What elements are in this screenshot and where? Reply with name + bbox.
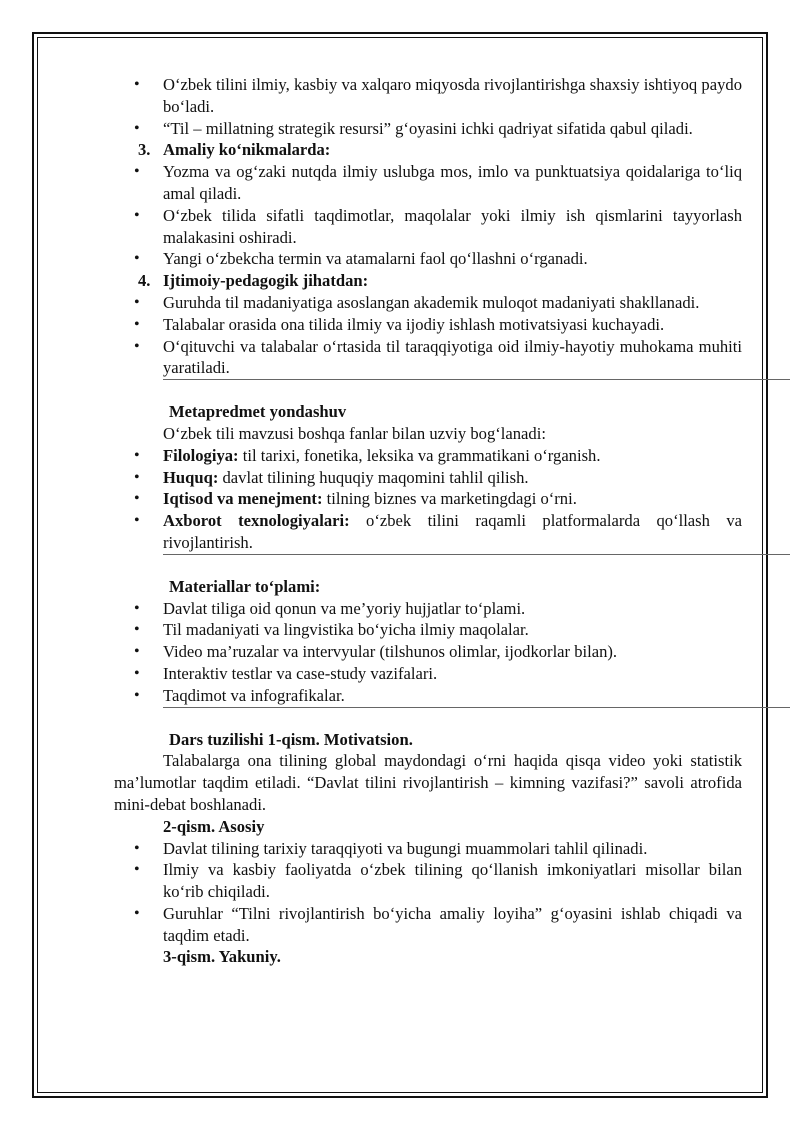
section-number: 3. (138, 140, 151, 160)
list-item: • Ilmiy va kasbiy faoliyatda o‘zbek tilining qo‘llanish imkoniyatlari misollar bilan ko‘rib chiqiladi. (114, 859, 742, 903)
list-item: • Guruhlar “Tilni rivojlantirish bo‘yicha amaliy loyiha” g‘oyasini ishlab chiqadi va taqdim etadi. (114, 903, 742, 947)
section-4-heading (114, 270, 742, 292)
section-title: Ijtimoiy-pedagogik jihatdan: (163, 271, 369, 291)
list-item: • Interaktiv testlar va case-study vazifalari. (114, 663, 742, 685)
list-item: • Davlat tilining tarixiy taraqqiyoti va bugungi muammolari tahlil qilinadi. (114, 838, 742, 860)
list-item: • Taqdimot va infografikalar. (114, 685, 742, 707)
list-item: • Talabalar orasida ona tilida ilmiy va ijodiy ishlash motivatsiyasi kuchayadi. (114, 314, 742, 336)
list-item: • Davlat tiliga oid qonun va me’yoriy hujjatlar to‘plami. (114, 598, 742, 620)
item-text: o‘zbek tilini raqamli platformalarda qo‘llash va rivojlantirish. (163, 511, 742, 552)
list-item (114, 445, 742, 467)
section-title: Amaliy ko‘nikmalarda: (163, 140, 331, 160)
part-3-heading: 3-qism. Yakuniy. (163, 947, 281, 967)
list-item: • “Til – millatning strategik resursi” g‘oyasini ichki qadriyat sifatida qabul qiladi. (114, 118, 742, 140)
heading-text: Metapredmet yondashuv (169, 402, 347, 422)
list-item (114, 488, 742, 510)
structure-heading (114, 729, 742, 751)
section-number: 4. (138, 271, 151, 291)
item-label: Filologiya: (163, 445, 239, 465)
list-item (114, 467, 742, 489)
materials-heading (114, 576, 742, 598)
document-body (114, 74, 742, 968)
metapredmet-heading (114, 401, 742, 423)
list-item: • O‘qituvchi va talabalar o‘rtasida til taraqqiyotiga oid ilmiy-hayotiy muhokama muhiti yaratiladi. (114, 336, 742, 380)
part-2-list (114, 838, 742, 947)
item-label: Axborot texnologiyalari: (163, 511, 350, 531)
list-item: • O‘zbek tilini ilmiy, kasbiy va xalqaro miqyosda rivojlantirishga shaxsiy ishtiyoq paydo bo‘ladi. (114, 74, 742, 118)
top-bullet-list (114, 74, 742, 139)
list-item (114, 510, 742, 554)
list-item: • Video ma’ruzalar va intervyular (tilshunos olimlar, ijodkorlar bilan). (114, 641, 742, 663)
item-label: Iqtisod va menejment: (163, 489, 323, 509)
materials-list (114, 598, 742, 707)
section-3-list (114, 161, 742, 270)
motivation-paragraph: Talabalarga ona tilining global maydondagi o‘rni haqida qisqa video yoki statistik ma’lumotlar taqdim etiladi. “Davlat tilini rivojlantirish – kimning vazifasi?” savoli atrofida mini-debat boshlanadi. (114, 751, 742, 814)
list-item: • Til madaniyati va lingvistika bo‘yicha ilmiy maqolalar. (114, 619, 742, 641)
item-label: Huquq: (163, 467, 219, 487)
item-text: davlat tilining huquqiy maqomini tahlil qilish. (218, 467, 529, 487)
metapredmet-intro: O‘zbek tili mavzusi boshqa fanlar bilan uzviy bog‘lanadi: (163, 423, 546, 443)
item-text: til tarixi, fonetika, leksika va grammatikani o‘rganish. (238, 445, 601, 465)
heading-text: Dars tuzilishi 1-qism. Motivatsion. (169, 729, 413, 749)
section-4-list (114, 292, 742, 379)
part-2-heading: 2-qism. Asosiy (163, 816, 265, 836)
metapredmet-list (114, 445, 742, 554)
list-item: • Guruhda til madaniyatiga asoslangan akademik muloqot madaniyati shakllanadi. (114, 292, 742, 314)
list-item: • O‘zbek tilida sifatli taqdimotlar, maqolalar yoki ilmiy ish qismlarini tayyorlash malakasini oshiradi. (114, 205, 742, 249)
item-text: tilning biznes va marketingdagi o‘rni. (322, 489, 577, 509)
list-item: • Yozma va og‘zaki nutqda ilmiy uslubga mos, imlo va punktuatsiya qoidalariga to‘liq amal qiladi. (114, 161, 742, 205)
list-item: • Yangi o‘zbekcha termin va atamalarni faol qo‘llashni o‘rganadi. (114, 248, 742, 270)
section-3-heading (114, 139, 742, 161)
heading-text: Materiallar to‘plami: (169, 576, 321, 596)
